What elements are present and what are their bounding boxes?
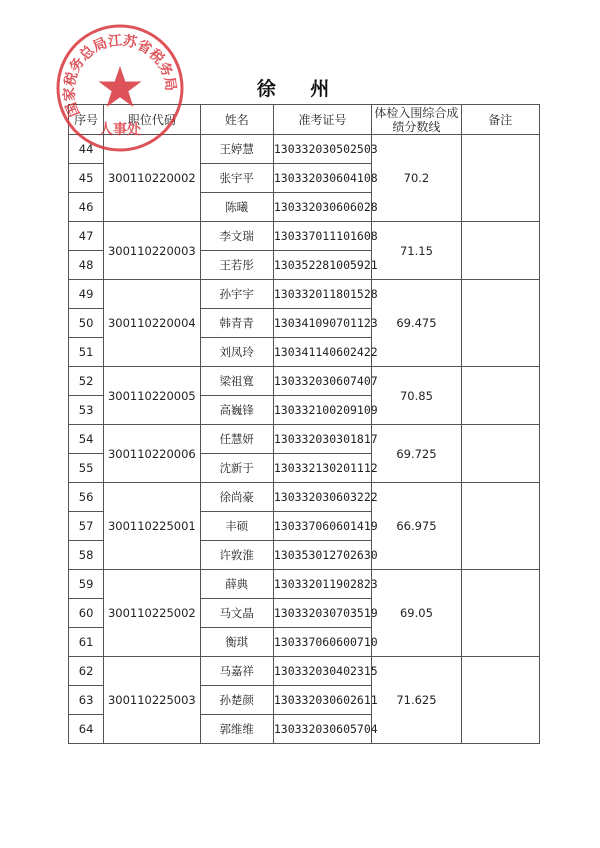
cell-no: 58 xyxy=(69,541,104,570)
cell-exam-id: 130337060600710 xyxy=(273,628,371,657)
cell-name: 马嘉祥 xyxy=(200,657,273,686)
header-position-code: 职位代码 xyxy=(104,105,200,135)
cell-no: 64 xyxy=(69,715,104,744)
cell-exam-id: 130332030607407 xyxy=(273,367,371,396)
cell-position-code: 300110225003 xyxy=(104,657,200,744)
cell-exam-id: 130337060601419 xyxy=(273,512,371,541)
page-title: 徐 州 xyxy=(256,78,344,100)
table-body xyxy=(69,135,540,744)
table-row xyxy=(69,280,540,309)
table-row xyxy=(69,367,540,396)
cell-name: 韩青青 xyxy=(200,309,273,338)
cell-name: 郭维维 xyxy=(200,715,273,744)
header-exam-id: 准考证号 xyxy=(273,105,371,135)
table-row xyxy=(69,570,540,599)
cell-no: 54 xyxy=(69,425,104,454)
cell-exam-id: 130332100209109 xyxy=(273,396,371,425)
cell-name: 徐尚豪 xyxy=(200,483,273,512)
seal-bottom-text: 人事处 xyxy=(99,122,141,138)
cell-note xyxy=(461,135,539,222)
cell-no: 55 xyxy=(69,454,104,483)
cell-name: 李文瑞 xyxy=(200,222,273,251)
cell-name: 丰硕 xyxy=(200,512,273,541)
cell-name: 衡琪 xyxy=(200,628,273,657)
table-row xyxy=(69,222,540,251)
cell-position-code: 300110220005 xyxy=(104,367,200,425)
cell-no: 61 xyxy=(69,628,104,657)
cell-score: 71.15 xyxy=(372,222,461,280)
cell-exam-id: 130332030605704 xyxy=(273,715,371,744)
cell-exam-id: 130332030602611 xyxy=(273,686,371,715)
cell-exam-id: 130341090701123 xyxy=(273,309,371,338)
cell-no: 49 xyxy=(69,280,104,309)
cell-name: 任慧妍 xyxy=(200,425,273,454)
table-row xyxy=(69,657,540,686)
cell-no: 62 xyxy=(69,657,104,686)
cell-position-code: 300110220002 xyxy=(104,135,200,222)
table-row xyxy=(69,483,540,512)
cell-no: 47 xyxy=(69,222,104,251)
seal-arc-text: 国家税务总局江苏省税务局 xyxy=(61,32,179,119)
cell-position-code: 300110225002 xyxy=(104,570,200,657)
header-score: 体检入围综合成绩分数线 xyxy=(372,105,461,135)
cell-no: 59 xyxy=(69,570,104,599)
cell-no: 57 xyxy=(69,512,104,541)
cell-score: 69.475 xyxy=(372,280,461,367)
cell-name: 张宇平 xyxy=(200,164,273,193)
cell-exam-id: 130332011801528 xyxy=(273,280,371,309)
cell-no: 50 xyxy=(69,309,104,338)
cell-name: 王若彤 xyxy=(200,251,273,280)
cell-exam-id: 130337011101608 xyxy=(273,222,371,251)
cell-note xyxy=(461,222,539,280)
table-header-row xyxy=(69,105,540,135)
results-table xyxy=(68,104,540,744)
cell-name: 陈曦 xyxy=(200,193,273,222)
cell-note xyxy=(461,425,539,483)
cell-no: 63 xyxy=(69,686,104,715)
cell-exam-id: 130353012702630 xyxy=(273,541,371,570)
cell-name: 梁祖寬 xyxy=(200,367,273,396)
cell-exam-id: 130332030604108 xyxy=(273,164,371,193)
header-no: 序号 xyxy=(69,105,104,135)
cell-name: 王婷慧 xyxy=(200,135,273,164)
cell-no: 46 xyxy=(69,193,104,222)
header-name: 姓名 xyxy=(200,105,273,135)
cell-note xyxy=(461,570,539,657)
cell-name: 许敦淮 xyxy=(200,541,273,570)
cell-exam-id: 130341140602422 xyxy=(273,338,371,367)
cell-exam-id: 130332030603222 xyxy=(273,483,371,512)
cell-exam-id: 130332011902823 xyxy=(273,570,371,599)
cell-exam-id: 130352281005921 xyxy=(273,251,371,280)
cell-position-code: 300110225001 xyxy=(104,483,200,570)
table-row xyxy=(69,135,540,164)
header-note: 备注 xyxy=(461,105,539,135)
cell-score: 70.85 xyxy=(372,367,461,425)
cell-score: 70.2 xyxy=(372,135,461,222)
cell-note xyxy=(461,657,539,744)
cell-note xyxy=(461,483,539,570)
cell-name: 孙楚颜 xyxy=(200,686,273,715)
cell-name: 薛典 xyxy=(200,570,273,599)
cell-no: 48 xyxy=(69,251,104,280)
cell-position-code: 300110220003 xyxy=(104,222,200,280)
cell-name: 刘凤玲 xyxy=(200,338,273,367)
cell-no: 45 xyxy=(69,164,104,193)
cell-exam-id: 130332030301817 xyxy=(273,425,371,454)
cell-name: 高巍锋 xyxy=(200,396,273,425)
cell-no: 60 xyxy=(69,599,104,628)
cell-name: 马文晶 xyxy=(200,599,273,628)
cell-no: 52 xyxy=(69,367,104,396)
cell-score: 69.05 xyxy=(372,570,461,657)
cell-note xyxy=(461,367,539,425)
cell-exam-id: 130332030703519 xyxy=(273,599,371,628)
cell-exam-id: 130332030402315 xyxy=(273,657,371,686)
cell-position-code: 300110220006 xyxy=(104,425,200,483)
cell-name: 沈新于 xyxy=(200,454,273,483)
cell-name: 孙宇宇 xyxy=(200,280,273,309)
cell-score: 69.725 xyxy=(372,425,461,483)
table-row xyxy=(69,425,540,454)
cell-exam-id: 130332030606028 xyxy=(273,193,371,222)
cell-note xyxy=(461,280,539,367)
cell-no: 53 xyxy=(69,396,104,425)
cell-exam-id: 130332030502503 xyxy=(273,135,371,164)
cell-no: 56 xyxy=(69,483,104,512)
cell-position-code: 300110220004 xyxy=(104,280,200,367)
cell-no: 51 xyxy=(69,338,104,367)
cell-score: 66.975 xyxy=(372,483,461,570)
cell-score: 71.625 xyxy=(372,657,461,744)
cell-no: 44 xyxy=(69,135,104,164)
cell-exam-id: 130332130201112 xyxy=(273,454,371,483)
